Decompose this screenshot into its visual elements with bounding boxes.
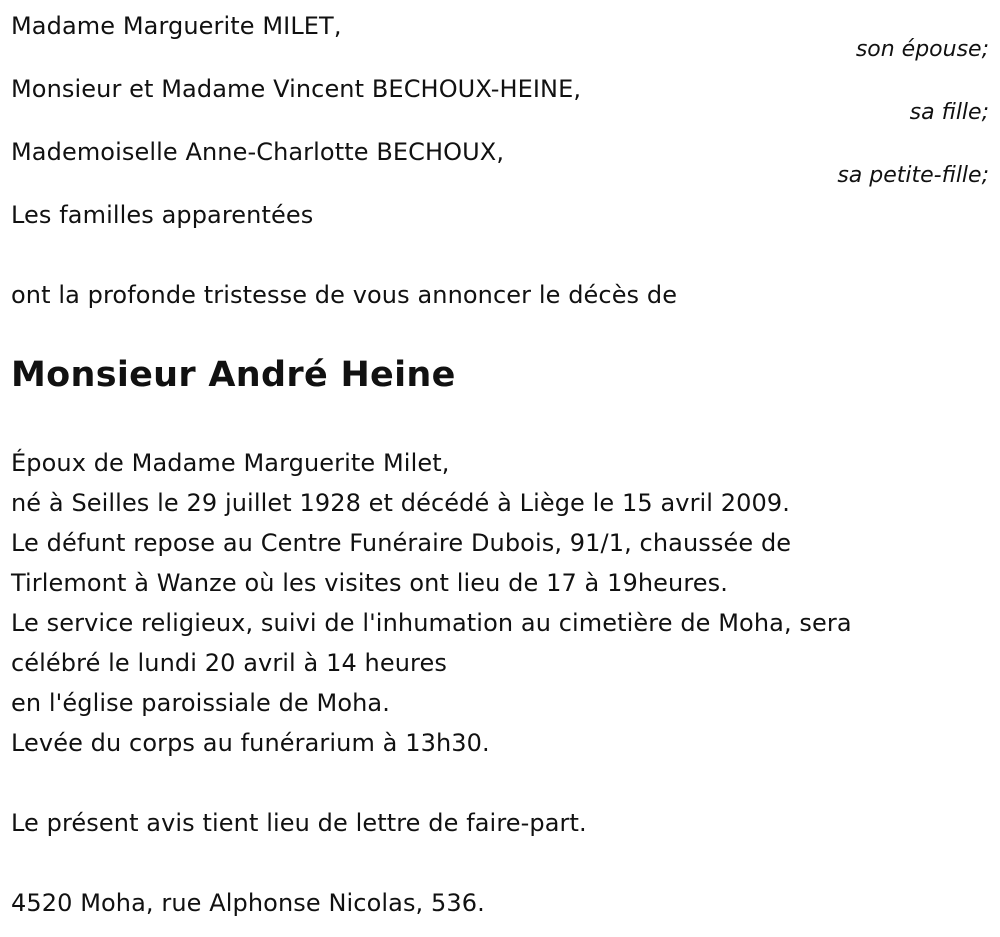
relation-daughter: sa fille; xyxy=(909,100,989,125)
announcement-text: ont la profonde tristesse de vous annoncer le décès de xyxy=(11,281,678,309)
family-member-spouse: Madame Marguerite MILET, xyxy=(11,12,342,40)
family-member-daughter: Monsieur et Madame Vincent BECHOUX-HEINE, xyxy=(11,75,582,103)
detail-line: célébré le lundi 20 avril à 14 heures xyxy=(11,649,447,677)
detail-line: Le défunt repose au Centre Funéraire Dubois, 91/1, chaussée de xyxy=(11,529,792,557)
family-member-granddaughter: Mademoiselle Anne-Charlotte BECHOUX, xyxy=(11,138,505,166)
address-text: 4520 Moha, rue Alphonse Nicolas, 536. xyxy=(11,889,485,917)
relation-spouse: son épouse; xyxy=(855,37,989,62)
detail-line: Levée du corps au funérarium à 13h30. xyxy=(11,729,490,757)
detail-line: Tirlemont à Wanze où les visites ont lieu de 17 à 19heures. xyxy=(11,569,728,597)
family-member-relatives: Les familles apparentées xyxy=(11,201,314,229)
detail-line: en l'église paroissiale de Moha. xyxy=(11,689,390,717)
deceased-name: Monsieur André Heine xyxy=(11,355,456,395)
detail-line: Époux de Madame Marguerite Milet, xyxy=(11,449,450,477)
notice-text: Le présent avis tient lieu de lettre de faire-part. xyxy=(11,809,587,837)
detail-line: Le service religieux, suivi de l'inhumation au cimetière de Moha, sera xyxy=(11,609,852,637)
detail-line: né à Seilles le 29 juillet 1928 et décédé à Liège le 15 avril 2009. xyxy=(11,489,791,517)
relation-granddaughter: sa petite-fille; xyxy=(837,163,989,188)
